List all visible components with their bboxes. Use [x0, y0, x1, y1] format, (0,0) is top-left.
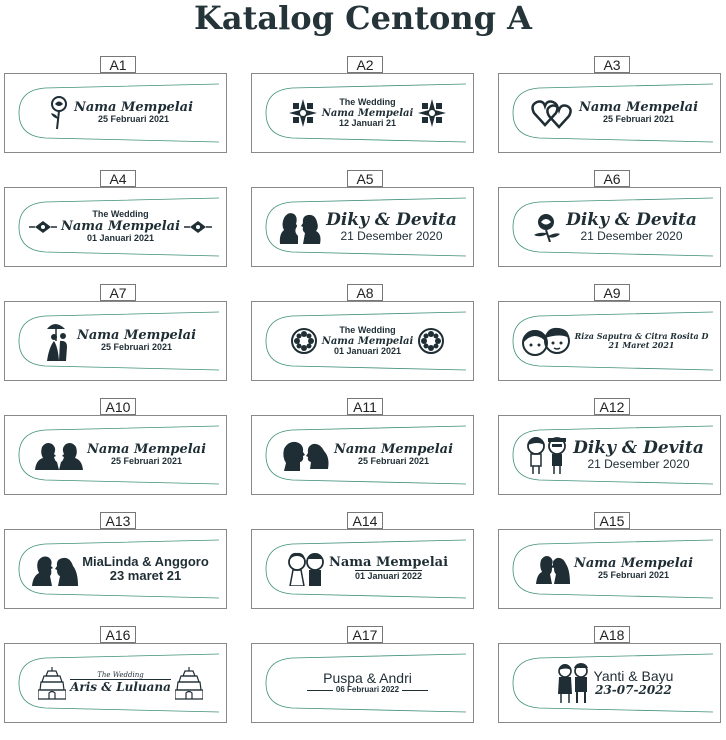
catalog-item[interactable] [251, 626, 474, 740]
couple-names: Nama Mempelai [573, 555, 694, 571]
catalog-item[interactable] [498, 512, 721, 626]
couple-silhouette-icon [32, 552, 78, 586]
divider-line [402, 690, 428, 691]
couple-names: Diky & Devita [326, 210, 457, 231]
catalog-item[interactable] [251, 170, 474, 284]
page-title: Katalog Centong A [194, 0, 532, 37]
wedding-header: The Wedding [339, 96, 396, 107]
item-code: A15 [594, 512, 630, 529]
catalog-item[interactable] [498, 56, 721, 170]
centong-card [251, 529, 474, 609]
item-code: A3 [594, 56, 630, 73]
couple-silhouette-icon [278, 210, 322, 244]
cartoon-couple-icon [521, 324, 571, 358]
ornament-icon [288, 98, 318, 128]
centong-card [4, 301, 227, 381]
couple-names: Aris & Luluana [70, 680, 171, 695]
centong-card [4, 415, 227, 495]
catalog-grid [4, 56, 721, 740]
item-code: A17 [347, 626, 383, 643]
couple-silhouette-icon [35, 440, 83, 470]
centong-card [498, 73, 721, 153]
centong-card [498, 415, 721, 495]
couple-names: Nama Mempelai [333, 441, 454, 457]
couple-names: Nama Mempelai [76, 327, 197, 343]
mandala-icon [290, 327, 318, 355]
couple-names: Nama Mempelai [60, 218, 181, 234]
couple-names: Nama Mempelai [321, 335, 414, 347]
couple-profile-icon [282, 439, 330, 471]
centong-card [4, 529, 227, 609]
catalog-item[interactable] [498, 284, 721, 398]
cartoon-couple-icon [556, 662, 590, 704]
temple-icon [38, 666, 66, 700]
couple-names: Diky & Devita [566, 210, 697, 231]
wedding-date: 12 Januari 21 [338, 117, 397, 128]
couple-names: Nama Mempelai [321, 107, 414, 119]
wedding-date: 21 Desember 2020 [587, 456, 690, 471]
couple-kiss-icon [536, 554, 570, 584]
item-code: A13 [100, 512, 136, 529]
catalog-item[interactable] [4, 56, 227, 170]
wedding-date: 21 Desember 2020 [340, 228, 443, 243]
wedding-date: 01 Januari 2022 [354, 571, 423, 582]
catalog-item[interactable] [498, 170, 721, 284]
couple-names: Riza Saputra & Citra Rosita D [574, 331, 709, 342]
catalog-item[interactable] [4, 170, 227, 284]
item-code: A4 [100, 170, 136, 187]
temple-icon [175, 666, 203, 700]
item-code: A2 [347, 56, 383, 73]
item-code: A9 [594, 284, 630, 301]
ornament-icon [417, 98, 447, 128]
catalog-item[interactable] [4, 626, 227, 740]
diamond-ornament-icon [184, 221, 212, 233]
wedding-date-text: 06 Februari 2022 [335, 685, 400, 695]
wedding-date: 25 Februari 2021 [97, 114, 170, 125]
wedding-date: 25 Februari 2021 [357, 456, 430, 467]
couple-names: MiaLinda & Anggoro [82, 553, 209, 569]
wedding-date: 25 Februari 2021 [597, 570, 670, 581]
couple-names: Nama Mempelai [578, 99, 699, 115]
wedding-header: The Wedding [92, 208, 149, 219]
hearts-icon [531, 97, 575, 129]
centong-card [498, 301, 721, 381]
couple-names: Yanti & Bayu [593, 667, 674, 684]
item-code: A6 [594, 170, 630, 187]
wedding-date: 25 Februari 2021 [602, 114, 675, 125]
divider-line [307, 690, 333, 691]
item-code: A16 [100, 626, 136, 643]
centong-card [498, 187, 721, 267]
catalog-item[interactable] [4, 284, 227, 398]
couple-names: Nama Mempelai [86, 441, 207, 457]
centong-card [251, 187, 474, 267]
wedding-date: 21 Maret 2021 [608, 340, 675, 350]
item-code: A10 [100, 398, 136, 415]
catalog-item[interactable] [498, 626, 721, 740]
item-code: A12 [594, 398, 630, 415]
centong-card [251, 301, 474, 381]
couple-umbrella-icon [45, 321, 73, 361]
centong-card [251, 73, 474, 153]
couple-names: Diky & Devita [573, 438, 704, 459]
centong-card [4, 73, 227, 153]
catalog-item[interactable] [251, 512, 474, 626]
item-code: A1 [100, 56, 136, 73]
wedding-date: 21 Desember 2020 [580, 228, 683, 243]
wedding-header: The Wedding [339, 324, 396, 335]
catalog-item[interactable] [251, 284, 474, 398]
wedding-date: 25 Februari 2021 [100, 342, 173, 353]
centong-card [498, 529, 721, 609]
item-code: A18 [594, 626, 630, 643]
catalog-item[interactable] [498, 398, 721, 512]
couple-names: Nama Mempelai [73, 99, 194, 115]
mandala-icon [417, 327, 445, 355]
rose-icon [48, 95, 70, 131]
centong-card [251, 643, 474, 723]
catalog-item[interactable] [4, 398, 227, 512]
centong-card [4, 643, 227, 723]
wedding-date: 23 maret 21 [109, 568, 182, 583]
wedding-date: 01 Januari 2021 [333, 345, 402, 356]
item-code: A7 [100, 284, 136, 301]
centong-card [498, 643, 721, 723]
item-code: A11 [347, 398, 383, 415]
couple-names: Puspa & Andri [323, 669, 412, 686]
centong-card [251, 415, 474, 495]
rose-icon [532, 212, 562, 242]
catalog-item[interactable] [4, 512, 227, 626]
centong-card [4, 187, 227, 267]
wedding-date: 25 Februari 2021 [110, 456, 183, 467]
cartoon-couple-icon [287, 552, 325, 586]
catalog-item[interactable] [251, 398, 474, 512]
item-code: A8 [347, 284, 383, 301]
item-code: A5 [347, 170, 383, 187]
diamond-ornament-icon [29, 221, 57, 233]
catalog-item[interactable] [251, 56, 474, 170]
wedding-date [307, 686, 428, 695]
cartoon-couple-icon [525, 435, 569, 475]
wedding-date: 01 Januari 2021 [86, 233, 155, 244]
wedding-date: 23-07-2022 [595, 683, 672, 698]
item-code: A14 [347, 512, 383, 529]
couple-names: Nama Mempelai [328, 554, 449, 570]
wedding-header: The Wedding [97, 670, 144, 679]
